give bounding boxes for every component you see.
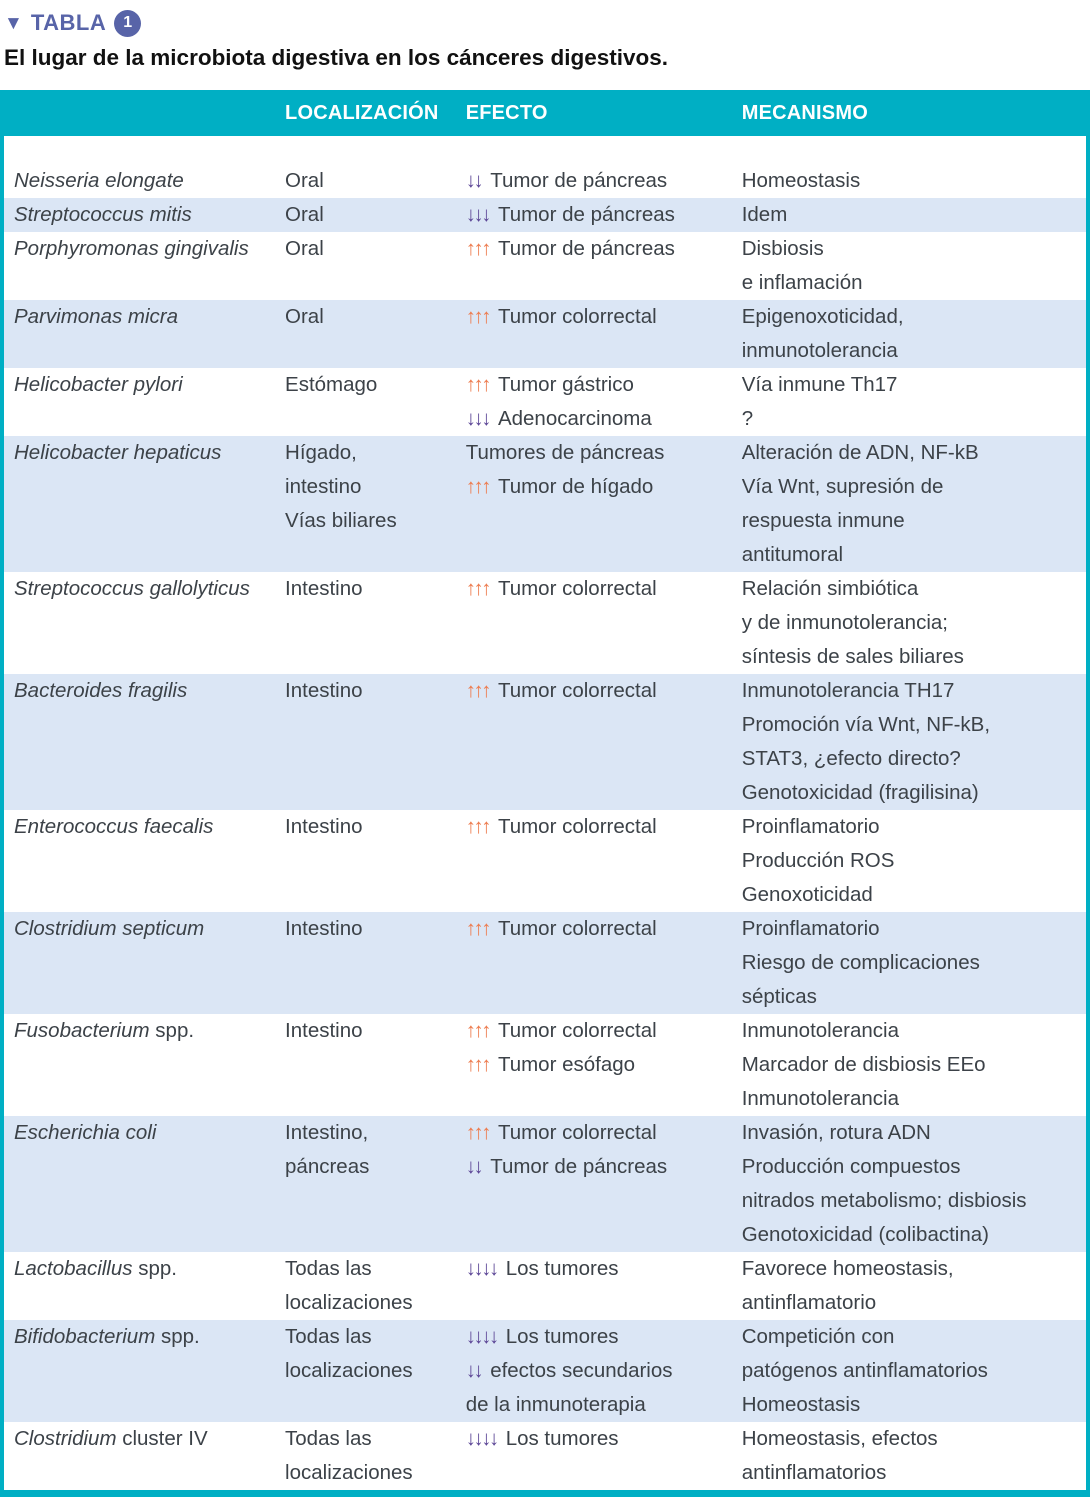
bacteria-name-cell — [2, 810, 285, 912]
mecanismo-line: respuesta inmune — [741, 509, 905, 532]
microbiota-table — [0, 90, 1090, 1497]
localizacion-line: Intestino, — [285, 1121, 369, 1144]
arrow-up-icon: ↑↑↑ — [465, 475, 489, 498]
localizacion-line: Vías biliares — [285, 509, 397, 532]
mecanismo-line: Promoción vía Wnt, NF-kB, — [741, 713, 991, 736]
arrow-up-icon: ↑↑↑ — [465, 577, 489, 600]
localizacion-cell — [285, 1422, 466, 1494]
efecto-cell — [466, 1252, 742, 1320]
mecanismo-line: Homeostasis, efectos — [741, 1427, 938, 1450]
mecanismo-line: antitumoral — [741, 543, 844, 566]
bacteria-name-cell — [2, 572, 285, 674]
localizacion-line: Todas las — [285, 1257, 372, 1280]
mecanismo-cell — [742, 136, 1088, 198]
efecto-text: Tumor colorrectal — [497, 305, 657, 328]
mecanismo-line: Homeostasis — [741, 1393, 861, 1416]
mecanismo-line: Disbiosis — [741, 237, 824, 260]
efecto-text: Tumor colorrectal — [497, 815, 657, 838]
localizacion-line: intestino — [285, 475, 362, 498]
mecanismo-line: Producción ROS — [741, 849, 895, 872]
efecto-line — [466, 198, 742, 232]
arrow-up-icon: ↑↑↑ — [465, 373, 489, 396]
mecanismo-cell — [742, 1422, 1088, 1494]
bacteria-name: Porphyromonas gingivalis — [14, 237, 249, 260]
mecanismo-line: Marcador de disbiosis EEo — [741, 1053, 986, 1076]
mecanismo-line: Epigenoxoticidad, — [741, 305, 904, 328]
arrow-down-icon: ↓↓↓↓ — [465, 1257, 497, 1280]
efecto-line — [466, 1116, 742, 1150]
bacteria-name: Lactobacillus — [14, 1257, 133, 1280]
table-row — [2, 1014, 1088, 1116]
localizacion-line: Todas las — [285, 1427, 372, 1450]
table-row — [2, 572, 1088, 674]
efecto-line — [466, 1150, 742, 1184]
mecanismo-line: Proinflamatorio — [741, 815, 880, 838]
efecto-text: Adenocarcinoma — [497, 407, 652, 430]
efecto-text: Tumor colorrectal — [497, 577, 657, 600]
bacteria-name-cell — [2, 1422, 285, 1494]
arrow-down-icon: ↓↓↓ — [465, 407, 489, 430]
figure-number-badge: 1 — [114, 10, 141, 37]
localizacion-line: Intestino — [285, 1019, 363, 1042]
localizacion-cell — [285, 232, 466, 300]
localizacion-cell — [285, 300, 466, 368]
figure-label-text: TABLA — [30, 10, 107, 35]
mecanismo-line: sépticas — [741, 985, 817, 1008]
mecanismo-line: patógenos antinflamatorios — [741, 1359, 988, 1382]
bacteria-name-cell — [2, 674, 285, 810]
efecto-cell — [466, 572, 742, 674]
efecto-text: Los tumores — [505, 1427, 619, 1450]
efecto-cell — [466, 1014, 742, 1116]
mecanismo-line: antinflamatorios — [741, 1461, 887, 1484]
mecanismo-line: ? — [741, 407, 754, 430]
bacteria-name: Streptococcus gallolyticus — [14, 577, 250, 600]
bacteria-name-suffix: spp. — [149, 1019, 195, 1042]
table-body — [2, 136, 1088, 1494]
table-row — [2, 232, 1088, 300]
mecanismo-line: Inmunotolerancia — [741, 1087, 899, 1110]
efecto-cell — [466, 300, 742, 368]
bacteria-name: Bacteroides fragilis — [14, 679, 188, 702]
mecanismo-cell — [742, 300, 1088, 368]
arrow-down-icon: ↓↓ — [465, 169, 482, 192]
efecto-line — [466, 674, 742, 708]
mecanismo-cell — [742, 1320, 1088, 1422]
bacteria-name-cell — [2, 232, 285, 300]
column-header-efecto: EFECTO — [466, 90, 742, 136]
mecanismo-cell — [742, 368, 1088, 436]
localizacion-line: localizaciones — [285, 1359, 413, 1382]
efecto-cell — [466, 1320, 742, 1422]
localizacion-line: localizaciones — [285, 1461, 413, 1484]
arrow-up-icon: ↑↑↑ — [465, 237, 489, 260]
bacteria-name-cell — [2, 300, 285, 368]
localizacion-line: Oral — [285, 169, 324, 192]
localizacion-cell — [285, 912, 466, 1014]
mecanismo-line: Producción compuestos — [741, 1155, 961, 1178]
efecto-line — [466, 1320, 742, 1354]
efecto-line — [466, 232, 742, 266]
efecto-cell — [466, 368, 742, 436]
localizacion-cell — [285, 1014, 466, 1116]
mecanismo-line: y de inmunotolerancia; — [741, 611, 948, 634]
table-row — [2, 810, 1088, 912]
efecto-text: Tumores de páncreas — [465, 441, 665, 464]
bacteria-name-cell — [2, 198, 285, 232]
bacteria-name-cell — [2, 1014, 285, 1116]
efecto-text: Tumor colorrectal — [497, 917, 657, 940]
efecto-cell — [466, 198, 742, 232]
bacteria-name: Clostridium septicum — [14, 917, 205, 940]
efecto-line — [466, 1422, 742, 1456]
efecto-text: Los tumores — [505, 1257, 619, 1280]
mecanismo-cell — [742, 810, 1088, 912]
efecto-cell — [466, 436, 742, 572]
bacteria-name: Bifidobacterium — [14, 1325, 156, 1348]
localizacion-cell — [285, 572, 466, 674]
efecto-line — [466, 572, 742, 606]
bacteria-name: Streptococcus mitis — [14, 203, 192, 226]
mecanismo-cell — [742, 572, 1088, 674]
mecanismo-line: Favorece homeostasis, — [741, 1257, 954, 1280]
efecto-text: Tumor de páncreas — [497, 237, 675, 260]
localizacion-line: Todas las — [285, 1325, 372, 1348]
figure-label — [0, 0, 1090, 38]
localizacion-cell — [285, 136, 466, 198]
mecanismo-line: antinflamatorio — [741, 1291, 877, 1314]
localizacion-cell — [285, 674, 466, 810]
efecto-text: Tumor colorrectal — [497, 1121, 657, 1144]
efecto-text: de la inmunoterapia — [465, 1393, 646, 1416]
mecanismo-cell — [742, 1014, 1088, 1116]
column-header-bacteria — [2, 90, 285, 136]
bacteria-name-cell — [2, 368, 285, 436]
mecanismo-line: e inflamación — [741, 271, 863, 294]
efecto-line — [466, 1354, 742, 1388]
mecanismo-cell — [742, 436, 1088, 572]
mecanismo-line: Relación simbiótica — [741, 577, 919, 600]
bacteria-name: Clostridium — [14, 1427, 117, 1450]
efecto-text: Tumor colorrectal — [497, 1019, 657, 1042]
efecto-line — [466, 810, 742, 844]
mecanismo-line: Riesgo de complicaciones — [741, 951, 980, 974]
arrow-up-icon: ↑↑↑ — [465, 305, 489, 328]
mecanismo-line: Inmunotolerancia — [741, 1019, 899, 1042]
table-row — [2, 136, 1088, 198]
localizacion-line: Oral — [285, 203, 324, 226]
table-row — [2, 1320, 1088, 1422]
mecanismo-line: Alteración de ADN, NF-kB — [741, 441, 979, 464]
efecto-line — [466, 402, 742, 436]
efecto-text: Tumor gástrico — [497, 373, 634, 396]
arrow-up-icon: ↑↑↑ — [465, 679, 489, 702]
mecanismo-line: Genoxoticidad — [741, 883, 873, 906]
efecto-line — [466, 1388, 742, 1422]
efecto-line — [466, 470, 742, 504]
efecto-cell — [466, 912, 742, 1014]
arrow-down-icon: ↓↓↓↓ — [465, 1325, 497, 1348]
mecanismo-line: Inmunotolerancia TH17 — [741, 679, 955, 702]
efecto-text: Tumor de páncreas — [497, 203, 675, 226]
efecto-cell — [466, 810, 742, 912]
arrow-up-icon: ↑↑↑ — [465, 917, 489, 940]
efecto-line — [466, 436, 742, 470]
localizacion-cell — [285, 1116, 466, 1252]
localizacion-line: Estómago — [285, 373, 378, 396]
efecto-cell — [466, 1422, 742, 1494]
efecto-line — [466, 368, 742, 402]
bacteria-name: Parvimonas micra — [14, 305, 179, 328]
mecanismo-line: Proinflamatorio — [741, 917, 880, 940]
efecto-line — [466, 912, 742, 946]
bacteria-name-suffix: cluster IV — [116, 1427, 208, 1450]
bacteria-name-suffix: spp. — [132, 1257, 177, 1280]
mecanismo-line: síntesis de sales biliares — [741, 645, 964, 668]
table-title: El lugar de la microbiota digestiva en los cánceres digestivos. — [4, 45, 668, 70]
efecto-cell — [466, 674, 742, 810]
column-header-localizacion: LOCALIZACIÓN — [285, 90, 466, 136]
arrow-up-icon: ↑↑↑ — [465, 815, 489, 838]
efecto-line — [466, 1048, 742, 1082]
bacteria-name: Helicobacter pylori — [14, 373, 183, 396]
bacteria-name-cell — [2, 912, 285, 1014]
mecanismo-cell — [742, 1116, 1088, 1252]
table-row — [2, 912, 1088, 1014]
arrow-down-icon: ↓↓ — [465, 1155, 482, 1178]
table-header — [2, 90, 1088, 136]
efecto-line — [466, 300, 742, 334]
localizacion-line: Intestino — [285, 815, 363, 838]
triangle-down-icon: ▼ — [4, 12, 23, 34]
localizacion-line: Hígado, — [285, 441, 357, 464]
mecanismo-cell — [742, 674, 1088, 810]
localizacion-line: Oral — [285, 237, 324, 260]
bacteria-name-cell — [2, 1252, 285, 1320]
table-row — [2, 1116, 1088, 1252]
localizacion-cell — [285, 368, 466, 436]
bacteria-name: Enterococcus faecalis — [14, 815, 214, 838]
mecanismo-line: Competición con — [741, 1325, 895, 1348]
localizacion-cell — [285, 1320, 466, 1422]
mecanismo-line: Genotoxicidad (fragilisina) — [741, 781, 979, 804]
efecto-text: Tumor esófago — [497, 1053, 636, 1076]
localizacion-line: páncreas — [285, 1155, 370, 1178]
localizacion-cell — [285, 1252, 466, 1320]
table-row — [2, 1252, 1088, 1320]
table-row — [2, 300, 1088, 368]
localizacion-line: Intestino — [285, 577, 363, 600]
efecto-cell — [466, 1116, 742, 1252]
bacteria-name: Neisseria elongate — [14, 169, 184, 192]
efecto-text: efectos secundarios — [490, 1359, 673, 1382]
efecto-line — [466, 1014, 742, 1048]
column-header-mecanismo: MECANISMO — [742, 90, 1088, 136]
efecto-text: Tumor de hígado — [497, 475, 654, 498]
table-row — [2, 198, 1088, 232]
bacteria-name: Escherichia coli — [14, 1121, 157, 1144]
table-row — [2, 674, 1088, 810]
arrow-down-icon: ↓↓ — [465, 1359, 482, 1382]
table-row — [2, 436, 1088, 572]
efecto-text: Tumor colorrectal — [497, 679, 657, 702]
localizacion-cell — [285, 436, 466, 572]
bacteria-name-cell — [2, 436, 285, 572]
bacteria-name-cell — [2, 136, 285, 198]
mecanismo-cell — [742, 198, 1088, 232]
mecanismo-line: Invasión, rotura ADN — [741, 1121, 931, 1144]
mecanismo-cell — [742, 232, 1088, 300]
arrow-up-icon: ↑↑↑ — [465, 1053, 489, 1076]
arrow-up-icon: ↑↑↑ — [465, 1121, 489, 1144]
efecto-text: Tumor de páncreas — [490, 1155, 668, 1178]
mecanismo-line: STAT3, ¿efecto directo? — [741, 747, 961, 770]
localizacion-cell — [285, 198, 466, 232]
bacteria-name: Helicobacter hepaticus — [14, 441, 222, 464]
efecto-line — [466, 164, 742, 198]
arrow-up-icon: ↑↑↑ — [465, 1019, 489, 1042]
bacteria-name: Fusobacterium — [14, 1019, 150, 1042]
mecanismo-cell — [742, 912, 1088, 1014]
arrow-down-icon: ↓↓↓ — [465, 203, 489, 226]
efecto-cell — [466, 232, 742, 300]
mecanismo-line: Idem — [741, 203, 788, 226]
efecto-cell — [466, 136, 742, 198]
table-row — [2, 368, 1088, 436]
mecanismo-line: inmunotolerancia — [741, 339, 898, 362]
localizacion-line: Intestino — [285, 679, 363, 702]
localizacion-line: Oral — [285, 305, 324, 328]
localizacion-cell — [285, 810, 466, 912]
mecanismo-line: Homeostasis — [741, 169, 861, 192]
efecto-line — [466, 1252, 742, 1286]
bacteria-name-suffix: spp. — [155, 1325, 200, 1348]
mecanismo-line: Genotoxicidad (colibactina) — [741, 1223, 989, 1246]
efecto-text: Los tumores — [505, 1325, 619, 1348]
mecanismo-line: nitrados metabolismo; disbiosis — [741, 1189, 1027, 1212]
localizacion-line: localizaciones — [285, 1291, 413, 1314]
efecto-text: Tumor de páncreas — [490, 169, 668, 192]
bacteria-name-cell — [2, 1116, 285, 1252]
mecanismo-line: Vía Wnt, supresión de — [741, 475, 944, 498]
mecanismo-line: Vía inmune Th17 — [741, 373, 898, 396]
mecanismo-cell — [742, 1252, 1088, 1320]
arrow-down-icon: ↓↓↓↓ — [465, 1427, 497, 1450]
table-row — [2, 1422, 1088, 1494]
localizacion-line: Intestino — [285, 917, 363, 940]
bacteria-name-cell — [2, 1320, 285, 1422]
